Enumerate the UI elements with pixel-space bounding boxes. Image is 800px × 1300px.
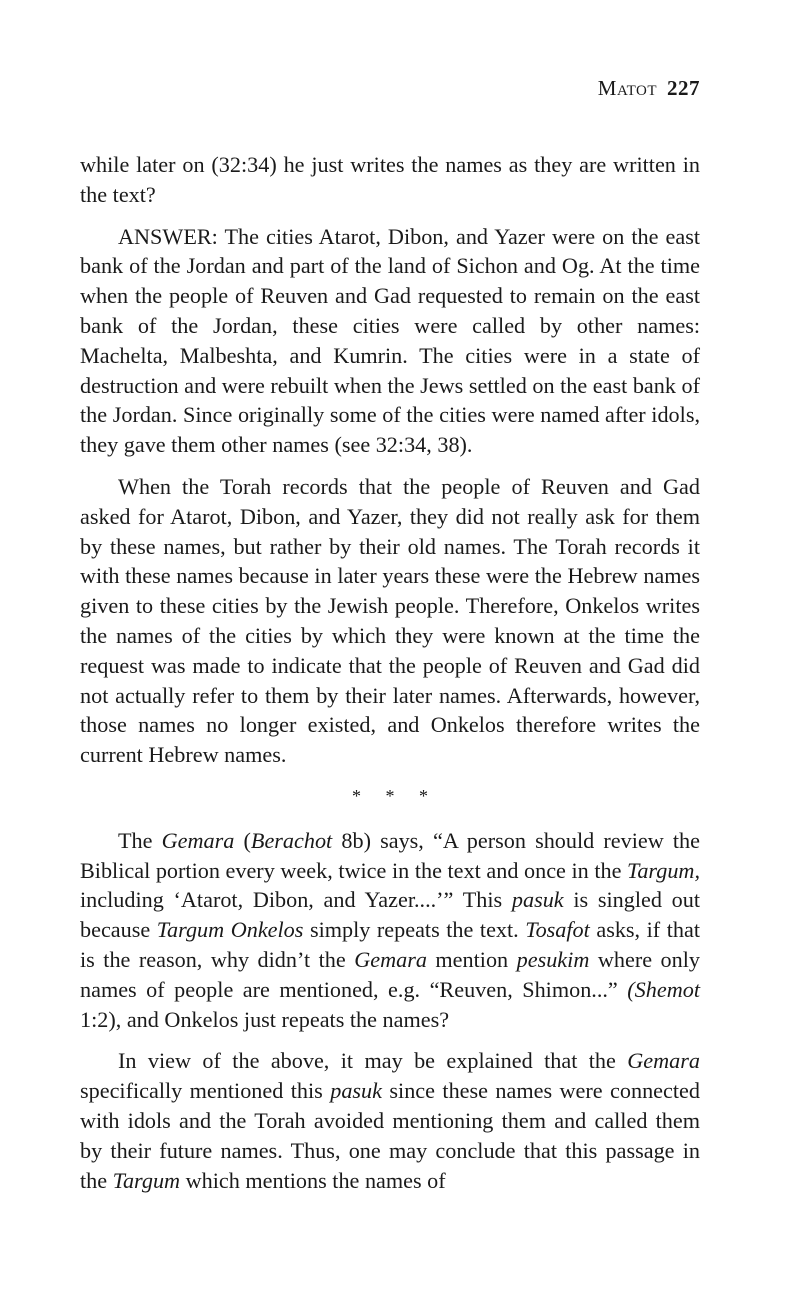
italic-term: Targum <box>112 1167 181 1193</box>
paragraph-2: ANSWER: The cities Atarot, Dibon, and Yazer were on the east bank of the Jordan and part of the land of Sichon and Og. At the time when the people of Reuven and Gad requested to remain on the east bank of the Jordan, these cities were called by other names: Machelta, Malbeshta, and Kumrin. The cities were in a state of destruction and were rebuilt when the Jews settled on the east bank of the Jordan. Since originally some of the cities were named after idols, they gave them other names (see 32:34, 38). <box>80 223 700 458</box>
italic-term: Targum, <box>627 857 700 883</box>
chapter-title: Matot <box>597 76 657 100</box>
text-span: 8b) says, “A person should review the Biblical portion every week, twice in the text and once in the <box>80 827 700 883</box>
running-head <box>598 76 700 101</box>
italic-term: Tosafot <box>525 917 590 943</box>
body-text <box>80 150 700 1195</box>
text-span: specifically mentioned this <box>80 1078 331 1104</box>
text-span: including ‘Atarot, Dibon, and Yazer....’” This <box>80 887 512 913</box>
italic-term: Gemara <box>354 946 427 972</box>
text-span: The <box>118 827 162 853</box>
section-separator: * * * <box>352 785 438 806</box>
italic-term: pesukim <box>516 946 590 972</box>
italic-term: Berachot <box>250 827 333 853</box>
text-span: is singled out because <box>80 887 700 943</box>
paragraph-4 <box>80 826 700 1035</box>
text-span: simply repeats the text. <box>303 917 526 943</box>
italic-term: pasuk <box>330 1078 382 1104</box>
text-span: since these names were connected with idols and the Torah avoided mentioning them and called them by their future names. Thus, one may conclude that this passage in the <box>80 1078 700 1193</box>
text-span: ( <box>234 827 251 853</box>
paragraph-3: When the Torah records that the people of Reuven and Gad asked for Atarot, Dibon, and Yazer, they did not really ask for them by these names, but rather by their old names. The Torah records it with these names because in later years these were the Hebrew names given to these cities by the Jewish people. Therefore, Onkelos writes the names of the cities by which they were known at the time the request was made to indicate that the people of Reuven and Gad did not actually refer to them by their later names. Afterwards, however, those names no longer existed, and Onkelos therefore writes the current Hebrew names. <box>80 473 700 768</box>
text-span: asks, if that is the reason, why didn’t the <box>80 917 700 972</box>
paragraph-1: while later on (32:34) he just writes the names as they are written in the text? <box>80 152 700 207</box>
text-span: where only names of people are mentioned, e.g. “Reuven, Shimon...” <box>80 946 700 1002</box>
text-span: In view of the above, it may be explained that the <box>118 1048 628 1074</box>
italic-term: Gemara <box>161 827 235 853</box>
italic-term: Targum Onkelos <box>156 917 304 943</box>
text-span: which mentions the names of <box>180 1167 446 1193</box>
italic-term: pasuk <box>511 887 564 913</box>
italic-term: (Shemot <box>627 976 700 1002</box>
italic-term: Gemara <box>627 1048 700 1074</box>
text-span: 1:2), and Onkelos just repeats the names? <box>80 1006 450 1032</box>
page-number: 227 <box>667 76 700 100</box>
paragraph-5 <box>80 1046 700 1195</box>
text-span: mention <box>426 946 517 972</box>
